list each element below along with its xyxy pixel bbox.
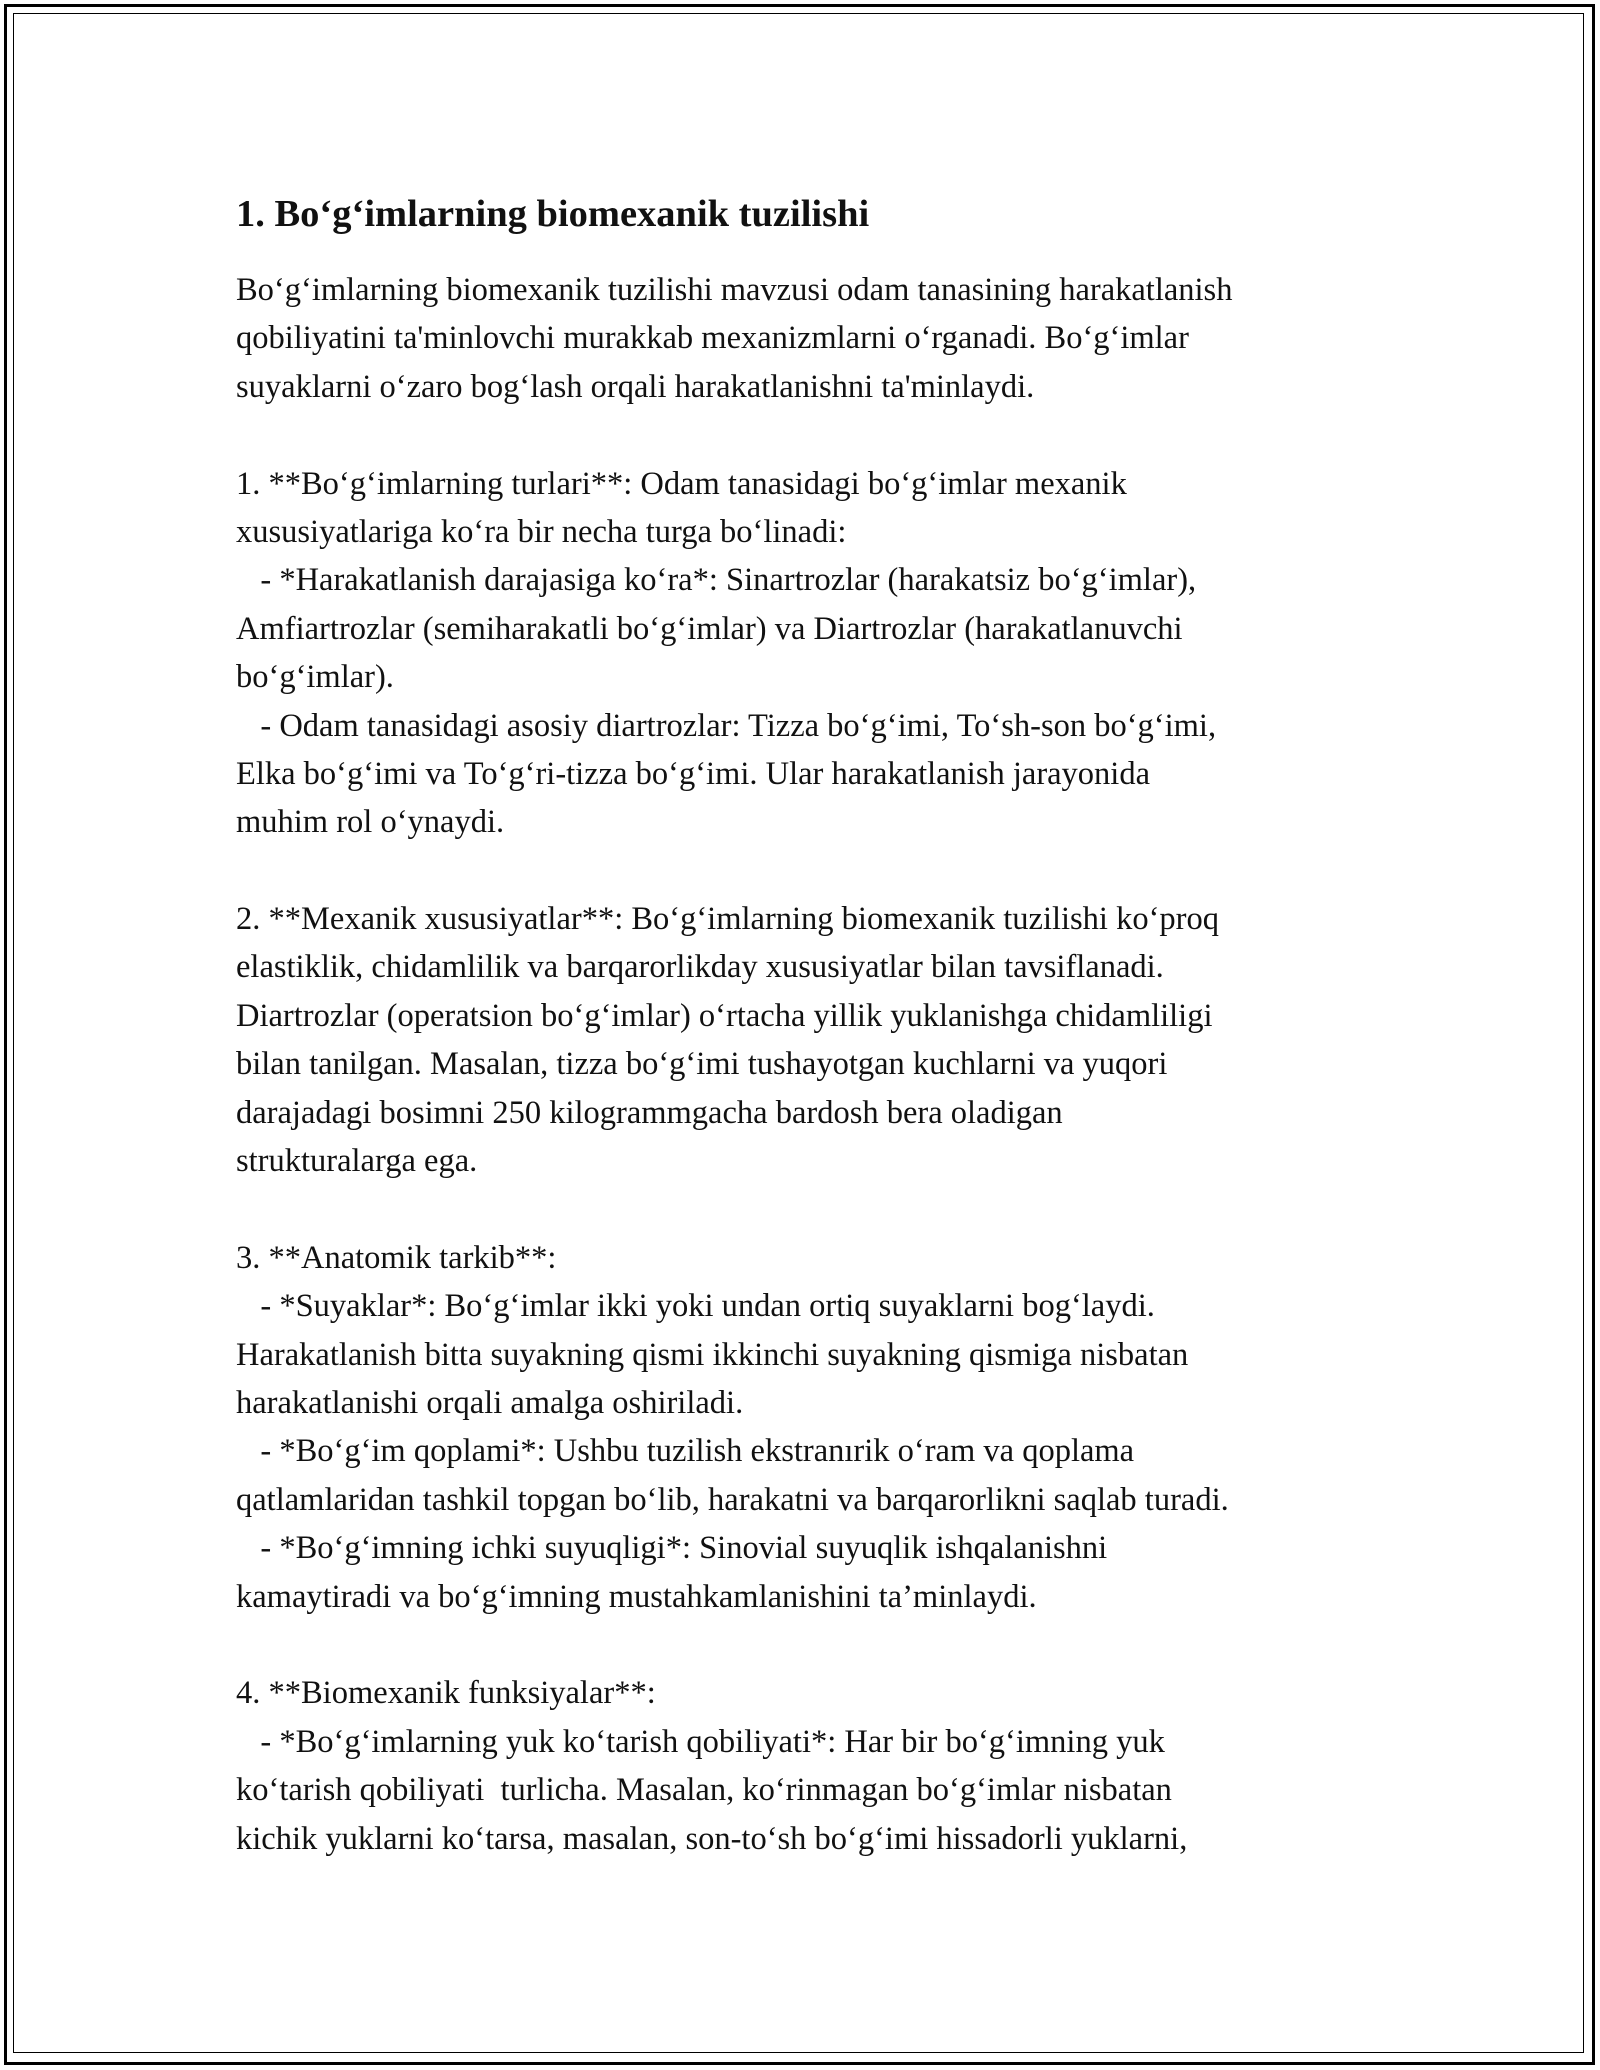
text-line: 1. **Bo‘g‘imlarning turlari**: Odam tanasidagi bo‘g‘imlar mexanik [236, 465, 1127, 502]
text-line: xususiyatlariga ko‘ra bir necha turga bo‘linadi: [236, 513, 847, 550]
text-line: - Odam tanasidagi asosiy diartrozlar: Tizza bo‘g‘imi, To‘sh-son bo‘g‘imi, [236, 707, 1217, 744]
text-line: ko‘tarish qobiliyati turlicha. Masalan, ko‘rinmagan bo‘g‘imlar nisbatan [236, 1772, 1172, 1809]
text-line: kamaytiradi va bo‘g‘imning mustahkamlanishini ta’minlaydi. [236, 1578, 1037, 1615]
text-line: harakatlanishi orqali amalga oshiriladi. [236, 1384, 744, 1421]
text-line [236, 847, 1376, 895]
text-line: qatlamlaridan tashkil topgan bo‘lib, harakatni va barqarorlikni saqlab turadi. [236, 1481, 1229, 1518]
document-title: 1. Bo‘g‘imlarning biomexanik tuzilishi [236, 193, 870, 235]
text-line: bilan tanilgan. Masalan, tizza bo‘g‘imi tushayotgan kuchlarni va yuqori [236, 1046, 1168, 1083]
text-line: bo‘g‘imlar). [236, 659, 394, 696]
text-line: Bo‘g‘imlarning biomexanik tuzilishi mavzusi odam tanasining harakatlanish [236, 272, 1233, 308]
text-line: - *Bo‘g‘imlarning yuk ko‘tarish qobiliyati*: Har bir bo‘g‘imning yuk [236, 1723, 1165, 1760]
text-line: Diartrozlar (operatsion bo‘g‘imlar) o‘rtacha yillik yuklanishga chidamliligi [236, 997, 1213, 1034]
text-line: Amfiartrozlar (semiharakatli bo‘g‘imlar) va Diartrozlar (harakatlanuvchi [236, 610, 1183, 647]
text-line: - *Harakatlanish darajasiga ko‘ra*: Sinartrozlar (harakatsiz bo‘g‘imlar), [236, 562, 1197, 599]
document-body [236, 266, 1376, 1863]
text-line: - *Bo‘g‘im qoplami*: Ushbu tuzilish ekstranırik o‘ram va qoplama [236, 1433, 1135, 1470]
text-line: elastiklik, chidamlilik va barqarorlikday xususiyatlar bilan tavsiflanadi. [236, 949, 1164, 986]
text-line: - *Suyaklar*: Bo‘g‘imlar ikki yoki undan ortiq suyaklarni bog‘laydi. [236, 1288, 1155, 1325]
text-line: 4. **Biomexanik funksiyalar**: [236, 1675, 656, 1712]
text-line [236, 1185, 1376, 1233]
text-line [236, 411, 1376, 459]
text-line: suyaklarni o‘zaro bog‘lash orqali harakatlanishni ta'minlaydi. [236, 368, 1035, 405]
text-line: - *Bo‘g‘imning ichki suyuqligi*: Sinovial suyuqlik ishqalanishni [236, 1530, 1108, 1567]
text-line: muhim rol o‘ynaydi. [236, 804, 505, 841]
text-line: Harakatlanish bitta suyakning qismi ikkinchi suyakning qismiga nisbatan [236, 1336, 1189, 1373]
text-line: Elka bo‘g‘imi va To‘g‘ri-tizza bo‘g‘imi. Ular harakatlanish jarayonida [236, 755, 1151, 792]
text-line: qobiliyatini ta'minlovchi murakkab mexanizmlarni o‘rganadi. Bo‘g‘imlar [236, 320, 1189, 357]
text-line: kichik yuklarni ko‘tarsa, masalan, son-to‘sh bo‘g‘imi hissadorli yuklarni, [236, 1820, 1188, 1857]
text-line: 2. **Mexanik xususiyatlar**: Bo‘g‘imlarning biomexanik tuzilishi ko‘proq [236, 901, 1219, 938]
text-line [236, 1621, 1376, 1669]
text-line: strukturalarga ega. [236, 1143, 478, 1180]
text-line: 3. **Anatomik tarkib**: [236, 1239, 557, 1276]
document-page [236, 190, 1376, 1863]
text-line: darajadagi bosimni 250 kilogrammgacha bardosh bera oladigan [236, 1094, 1063, 1131]
